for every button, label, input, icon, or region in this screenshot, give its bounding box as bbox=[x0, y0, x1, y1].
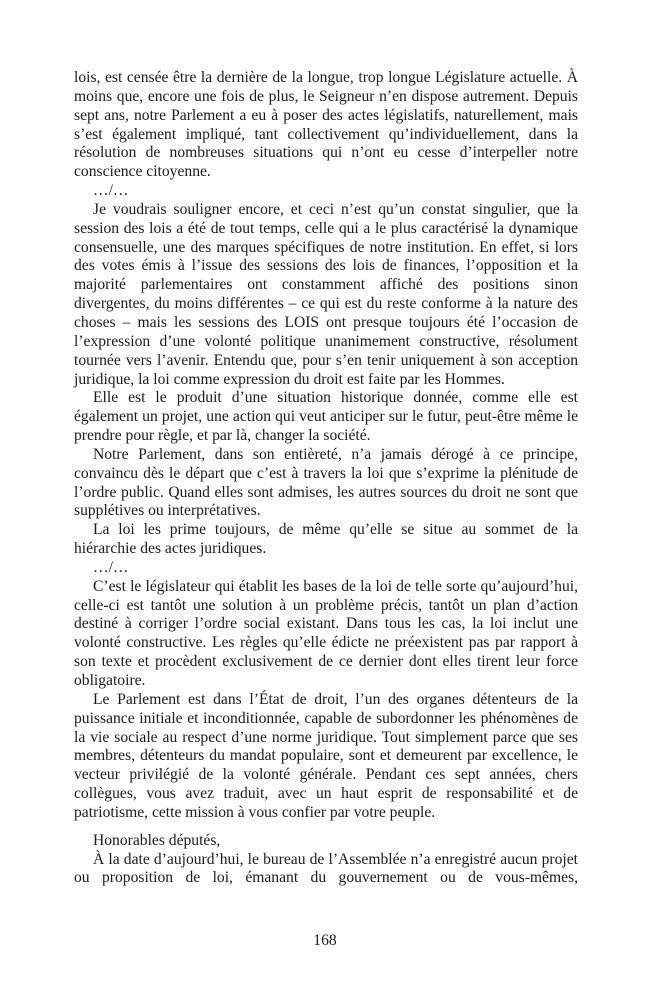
paragraph: Elle est le produit d’une situation historique donnée, comme elle est également un projet, une action qui veut anticiper sur le futur, peut-être même le prendre pour règle, et par là, changer la société. bbox=[74, 389, 578, 445]
ellipsis-marker: …/… bbox=[93, 182, 129, 200]
paragraph: C’est le législateur qui établit les bases de la loi de telle sorte qu’aujourd’hui, celle-ci est tantôt une solution à un problème précis, tantôt un plan d’action destiné à corriger l’ordre social existant. Dans tous les cas, la loi inclut une volonté constructive. Les règles qu’elle édicte ne préexistent pas par rapport à son texte et procèdent exclusivement de ce dernier dont elles tirent leur force obligatoire. bbox=[74, 577, 578, 689]
ellipsis-marker: …/… bbox=[93, 558, 129, 576]
paragraph: La loi les prime toujours, de même qu’elle se situe au sommet de la hiérarchie des actes juridiques. bbox=[74, 521, 578, 558]
paragraph: Notre Parlement, dans son entièreté, n’a jamais dérogé à ce principe, convaincu dès le départ que c’est à travers la loi que s’exprime la plénitude de l’ordre public. Quand elles sont admises, les autres sources du droit ne sont que supplétives ou interprétatives. bbox=[74, 445, 578, 520]
page-number: 168 bbox=[313, 932, 337, 949]
paragraph-continuation: lois, est censée être la dernière de la longue, trop longue Législature actuelle. À moins que, encore une fois de plus, le Seigneur n’en dispose autrement. Depuis sept ans, notre Parlement a eu à poser des actes législatifs, naturellement, mais s’est également impliqué, tant collectivement qu’individuellement, dans la résolution de nombreuses situations qui n’ont eu cesse d’interpeller notre conscience citoyenne. bbox=[74, 69, 578, 181]
paragraph: À la date d’aujourd’hui, le bureau de l’Assemblée n’a enregistré aucun projet ou proposition de loi, émanant du gouvernement ou de vous-mêmes, bbox=[74, 850, 578, 887]
page-body bbox=[74, 69, 578, 888]
paragraph: Le Parlement est dans l’État de droit, l’un des organes détenteurs de la puissance initiale et inconditionnée, capable de subordonner les phénomènes de la vie sociale au respect d’une norme juridique. Tout simplement parce que ses membres, détenteurs du mandat populaire, sont et demeurent par excellence, le vecteur privilégié de la volonté générale. Pendant ces sept années, chers collègues, vous avez traduit, avec un haut esprit de responsabilité et de patriotisme, cette mission à vous confier par votre peuple. bbox=[74, 690, 578, 821]
salutation: Honorables députés, bbox=[93, 831, 221, 849]
paragraph: Je voudrais souligner encore, et ceci n’est qu’un constat singulier, que la session des lois a été de tout temps, celle qui a le plus caractérisé la dynamique consensuelle, une des marques spécifiques de notre institution. En effet, si lors des votes émis à l’issue des sessions des lois de finances, l’opposition et la majorité parlementaires ont constamment affiché des positions sinon divergentes, du moins différentes – ce qui est du reste conforme à la nature des choses – mais les sessions des LOIS ont presque toujours été l’occasion de l’expression d’une volonté politique unanimement constructive, résolument tournée vers l’avenir. Entendu que, pour s’en tenir uniquement à son acception juridique, la loi comme expression du droit est faite par les Hommes. bbox=[74, 200, 578, 388]
